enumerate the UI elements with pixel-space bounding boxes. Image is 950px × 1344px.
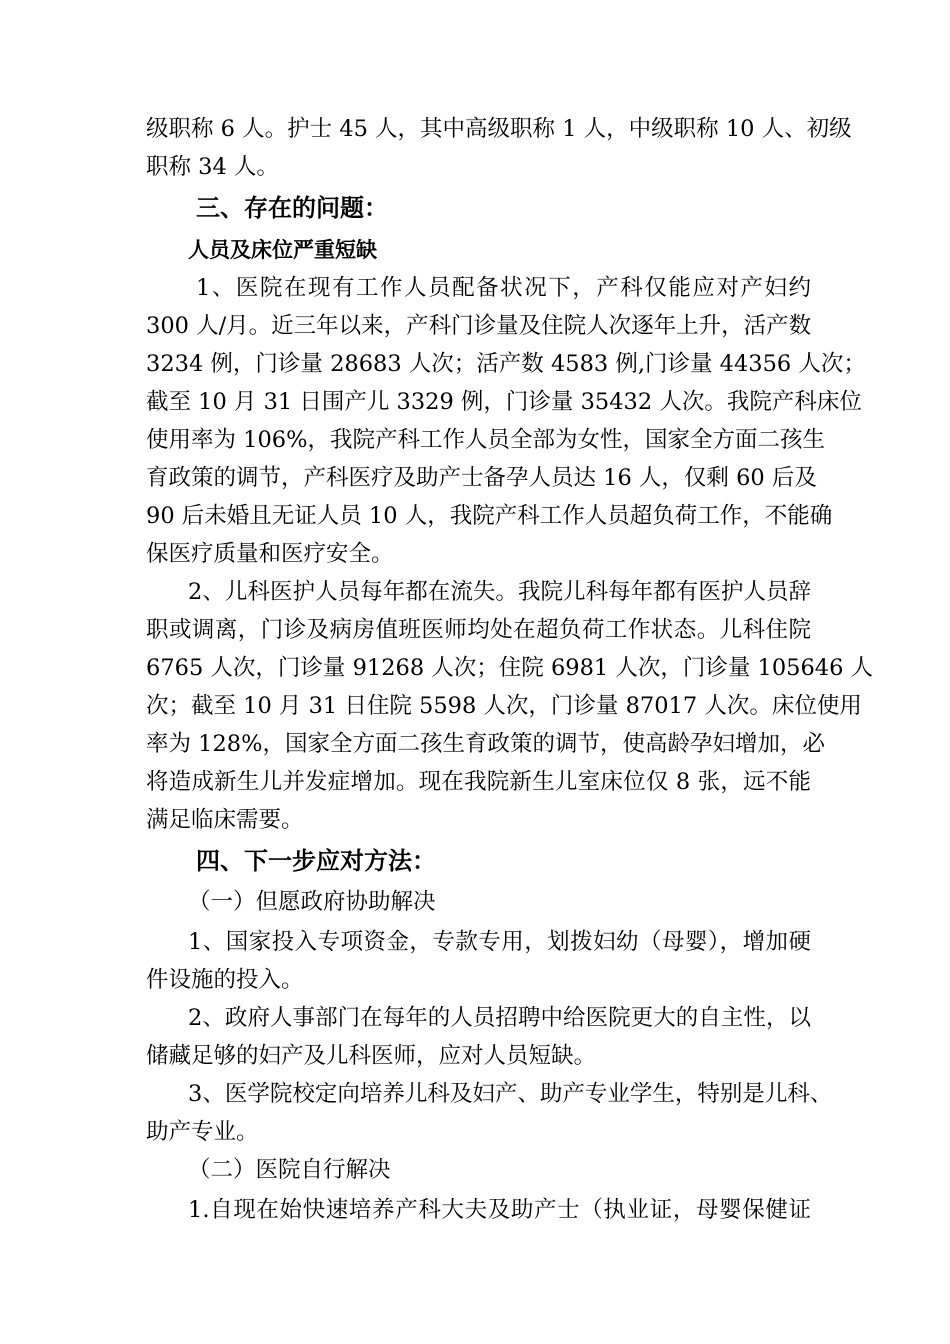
sub1-item2-line-2: 储藏足够的妇产及儿科医师，应对人员短缺。: [146, 1043, 597, 1069]
intro-line-2: 职称 34 人。: [146, 154, 279, 180]
item2-line-2: 职或调离，门诊及病房值班医师均处在超负荷工作状态。儿科住院: [146, 617, 811, 643]
item2-line-7: 满足临床需要。: [146, 807, 304, 833]
section-3-heading: 三、存在的问题：: [196, 194, 388, 222]
item1-line-7: 90 后未婚且无证人员 10 人，我院产科工作人员超负荷工作，不能确: [146, 503, 833, 529]
item1-line-2: 300 人/月。近三年以来，产科门诊量及住院人次逐年上升，活产数: [146, 313, 812, 339]
item2-line-3: 6765 人次，门诊量 91268 人次；住院 6981 人次，门诊量 105646 人: [146, 655, 874, 681]
item1-line-8: 保医疗质量和医疗安全。: [146, 541, 394, 567]
section-4-sub-2: （二）医院自行解决: [188, 1157, 391, 1183]
sub1-item3-line-2: 助产专业。: [146, 1119, 259, 1145]
item2-line-5: 率为 128%，国家全方面二孩生育政策的调节，使高龄孕妇增加，必: [146, 731, 825, 757]
sub1-item1-line-2: 件设施的投入。: [146, 967, 304, 993]
sub1-item2-line-1: 2、政府人事部门在每年的人员招聘中给医院更大的自主性，以: [188, 1005, 811, 1031]
item1-line-5: 使用率为 106%，我院产科工作人员全部为女性，国家全方面二孩生: [146, 427, 825, 453]
item2-line-6: 将造成新生儿并发症增加。现在我院新生儿室床位仅 8 张，远不能: [146, 769, 811, 795]
item1-line-6: 育政策的调节，产科医疗及助产士备孕人员达 16 人，仅剩 60 后及: [146, 465, 817, 491]
item2-line-1: 2、儿科医护人员每年都在流失。我院儿科每年都有医护人员辞: [188, 579, 811, 605]
intro-line-1: 级职称 6 人。护士 45 人，其中高级职称 1 人，中级职称 10 人、初级: [146, 116, 852, 142]
sub1-item3-line-1: 3、医学院校定向培养儿科及妇产、助产专业学生，特别是儿科、: [188, 1081, 833, 1107]
item1-line-4: 截至 10 月 31 日围产儿 3329 例，门诊量 35432 人次。我院产科床位: [146, 389, 862, 415]
section-3-subheading: 人员及床位严重短缺: [188, 238, 377, 262]
sub1-item1-line-1: 1、国家投入专项资金，专款专用，划拨妇幼（母婴），增加硬: [188, 929, 811, 955]
item1-line-3: 3234 例，门诊量 28683 人次；活产数 4583 例,门诊量 44356 人次；: [146, 351, 866, 377]
item1-line-1: 1、医院在现有工作人员配备状况下，产科仅能应对产妇约: [196, 275, 811, 301]
section-4-heading: 四、下一步应对方法：: [196, 847, 436, 875]
section-4-sub-1: （一）但愿政府协助解决: [188, 889, 436, 915]
item2-line-4: 次；截至 10 月 31 日住院 5598 人次，门诊量 87017 人次。床位使用: [146, 693, 862, 719]
sub2-item1-line-1: 1.自现在始快速培养产科大夫及助产士（执业证，母婴保健证: [188, 1197, 811, 1223]
